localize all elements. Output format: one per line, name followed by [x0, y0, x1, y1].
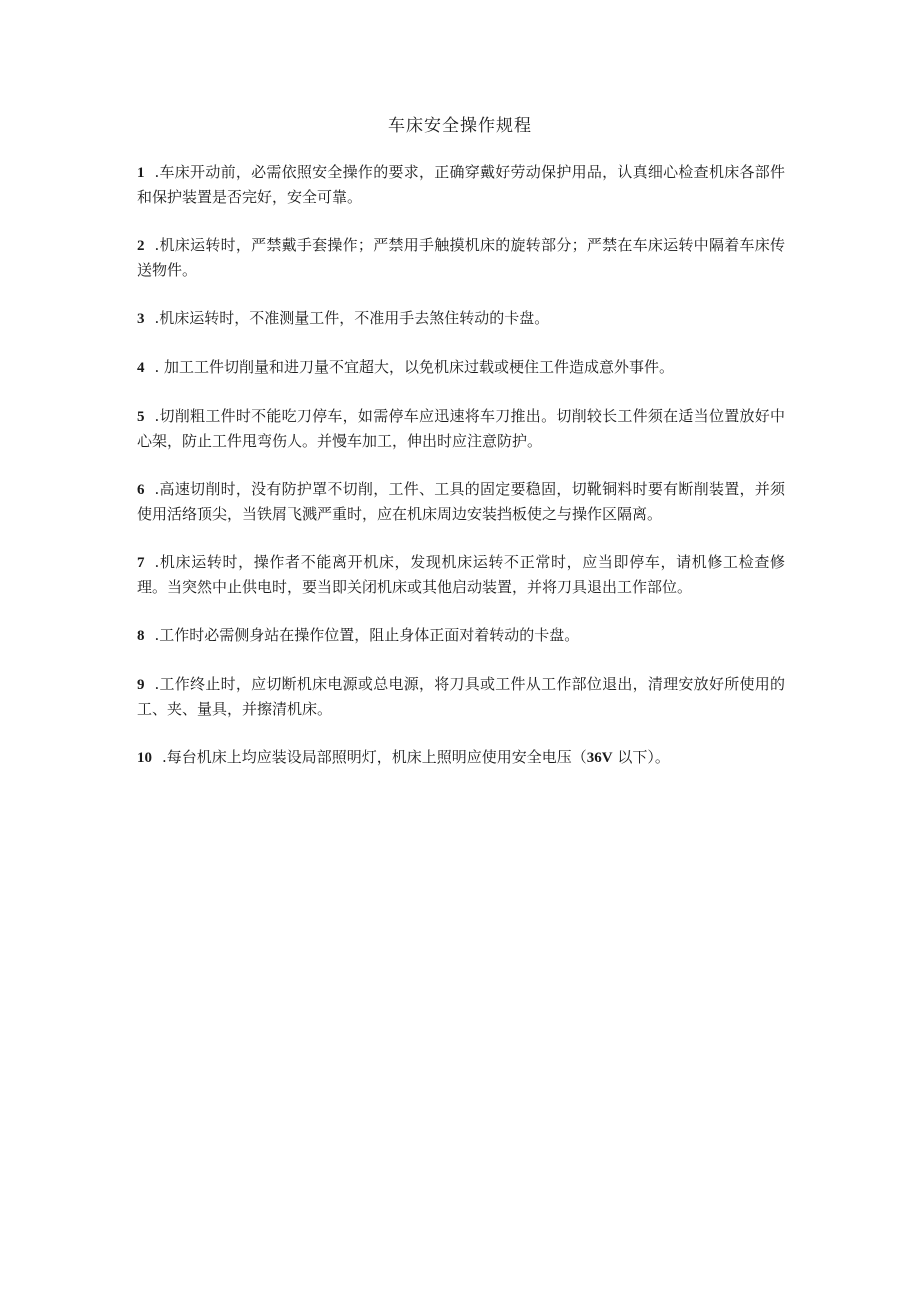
rule-item-3	[137, 306, 785, 331]
rule-text-voltage: 36V	[586, 750, 613, 766]
rule-text: .切削粗工件时不能吃刀停车，如需停车应迅速将车刀推出。切削较长工件须在适当位置放好中心架，防止工件甩弯伤人。并慢车加工，伸出时应注意防护。	[137, 407, 785, 450]
rule-text: .工作时必需侧身站在操作位置，阻止身体正面对着转动的卡盘。	[154, 626, 580, 644]
document-title: 车床安全操作规程	[388, 116, 532, 136]
rule-item-1	[137, 160, 785, 209]
rule-number: 2	[137, 238, 145, 254]
rule-number: 7	[137, 555, 145, 571]
rule-text: . 加工工件切削量和进刀量不宜超大，以免机床过载或梗住工件造成意外事件。	[154, 358, 675, 376]
rule-number: 8	[137, 628, 145, 644]
rule-text: .机床运转时，不准测量工件，不准用手去煞住转动的卡盘。	[154, 309, 550, 327]
rule-text: .机床运转时，严禁戴手套操作；严禁用手触摸机床的旋转部分；严禁在车床运转中隔着车床传送物件。	[137, 236, 785, 279]
rule-text: .机床运转时，操作者不能离开机床，发现机床运转不正常时，应当即停车，请机修工检查修理。当突然中止供电时，要当即关闭机床或其他启动装置，并将刀具退出工作部位。	[137, 553, 785, 596]
rule-item-8	[137, 623, 785, 648]
rule-item-4	[137, 355, 785, 380]
rule-text-after: 以下）。	[612, 748, 670, 766]
rule-item-7	[137, 550, 785, 599]
rule-number: 1	[137, 165, 145, 181]
rule-item-9	[137, 672, 785, 721]
rule-number: 4	[137, 360, 145, 376]
rule-item-6	[137, 477, 785, 526]
rule-number: 3	[137, 311, 145, 327]
rule-text-before: .每台机床上均应装设局部照明灯，机床上照明应使用安全电压（	[162, 748, 587, 766]
rule-number: 10	[137, 750, 152, 766]
rule-number: 6	[137, 482, 145, 498]
rule-text: .工作终止时，应切断机床电源或总电源，将刀具或工件从工作部位退出，清理安放好所使用的工、夹、量具，并擦清机床。	[137, 675, 785, 718]
rule-number: 5	[137, 409, 145, 425]
rule-text	[162, 748, 670, 766]
rule-number: 9	[137, 677, 145, 693]
rule-text: .高速切削时，没有防护罩不切削，工件、工具的固定要稳固，切靴铜料时要有断削装置，并须使用活络顶尖，当铁屑飞溅严重时，应在机床周边安装挡板使之与操作区隔离。	[137, 480, 785, 523]
rules-list	[137, 160, 785, 794]
rule-item-10	[137, 745, 785, 770]
rule-item-5	[137, 404, 785, 453]
rule-item-2	[137, 233, 785, 282]
rule-text: .车床开动前，必需依照安全操作的要求，正确穿戴好劳动保护用品，认真细心检查机床各部件和保护装置是否完好，安全可靠。	[137, 163, 785, 206]
